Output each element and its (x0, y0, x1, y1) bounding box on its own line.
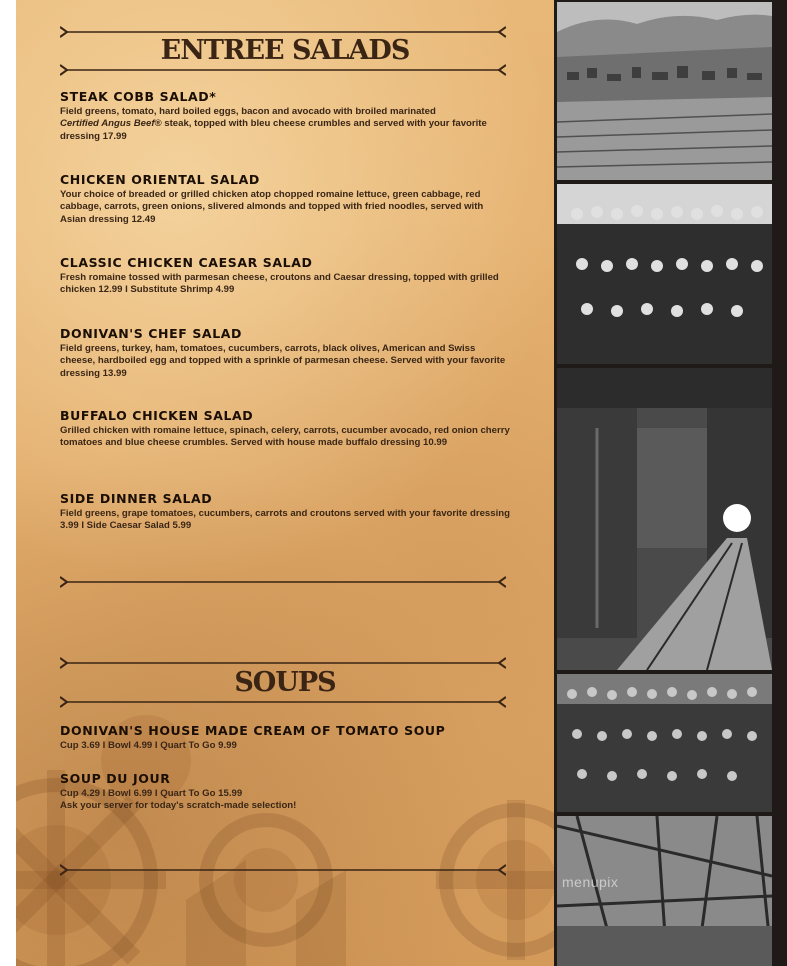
menu-item-cream-of-tomato-soup (60, 723, 510, 752)
item-name: CHICKEN ORIENTAL SALAD (60, 172, 260, 187)
menu-item-soup-du-jour (60, 771, 510, 813)
photo-column (554, 0, 787, 966)
item-description: Field greens, turkey, ham, tomatoes, cucumbers, carrots, black olives, American and Swiss cheese, hardboiled egg and topped with a sprinkle of parmesan cheese. Served with your favorite dressing 13.99 (60, 343, 506, 379)
item-note: Ask your server for today's scratch-made selection! (60, 800, 297, 812)
miners-crowd-photo (557, 674, 772, 812)
soups-section-title: SOUPS (234, 667, 336, 698)
soups-bottom-divider (60, 864, 506, 876)
item-name: DONIVAN'S CHEF SALAD (60, 326, 243, 341)
item-description-text: steak, topped with bleu cheese crumbles and served with your favorite dressing 17.99 (60, 118, 487, 142)
item-description (60, 106, 510, 143)
menu-item-buffalo-chicken-salad (60, 408, 510, 450)
item-name: CLASSIC CHICKEN CAESAR SALAD (60, 255, 313, 270)
watermark: menupix (562, 874, 619, 890)
item-description: Cup 4.29 I Bowl 6.99 I Quart To Go 15.99 (60, 788, 243, 799)
menu-item-chicken-oriental-salad (60, 172, 510, 226)
mine-machinery-photo (557, 816, 772, 966)
item-name: STEAK COBB SALAD* (60, 89, 217, 104)
item-name: SOUP DU JOUR (60, 771, 171, 786)
menu-item-steak-cobb-salad (60, 89, 510, 143)
item-name: SIDE DINNER SALAD (60, 491, 213, 506)
item-name: DONIVAN'S HOUSE MADE CREAM OF TOMATO SOUP (60, 723, 446, 738)
menu-item-donivans-chef-salad (60, 326, 510, 380)
menu-item-side-dinner-salad (60, 491, 510, 533)
group-portrait-photo (557, 184, 772, 364)
item-name: BUFFALO CHICKEN SALAD (60, 408, 254, 423)
salads-title-underline-divider (60, 64, 506, 76)
soups-title-underline-divider (60, 696, 506, 708)
mine-tunnel-photo (557, 368, 772, 670)
brand-name: Certified Angus Beef® (60, 118, 162, 130)
gear-background-icon (16, 0, 554, 966)
item-description: Your choice of breaded or grilled chicken atop chopped romaine lettuce, green cabbage, red cabbage, carrots, green onions, slivered almonds and topped with fried noodles, served with Asian dressing 12.49 (60, 189, 484, 225)
salads-bottom-divider (60, 576, 506, 588)
menu-item-classic-chicken-caesar-salad (60, 255, 510, 297)
item-description-text: Field greens, tomato, hard boiled eggs, bacon and avocado with broiled marinated (60, 106, 436, 117)
menu-panel (16, 0, 554, 966)
salads-section-title: ENTREE SALADS (160, 35, 410, 66)
item-description: Grilled chicken with romaine lettuce, spinach, celery, carrots, cucumber avocado, red onion cherry tomatoes and blue cheese crumbles. Served with house made buffalo dressing 10.99 (60, 425, 510, 449)
mining-town-photo (557, 2, 772, 180)
item-description: Fresh romaine tossed with parmesan cheese, croutons and Caesar dressing, topped with grilled chicken 12.99 I Substitute Shrimp 4.99 (60, 272, 499, 296)
item-description: Field greens, grape tomatoes, cucumbers, carrots and croutons served with your favorite dressing 3.99 I Side Caesar Salad 5.99 (60, 508, 510, 532)
item-description: Cup 3.69 I Bowl 4.99 I Quart To Go 9.99 (60, 740, 237, 751)
